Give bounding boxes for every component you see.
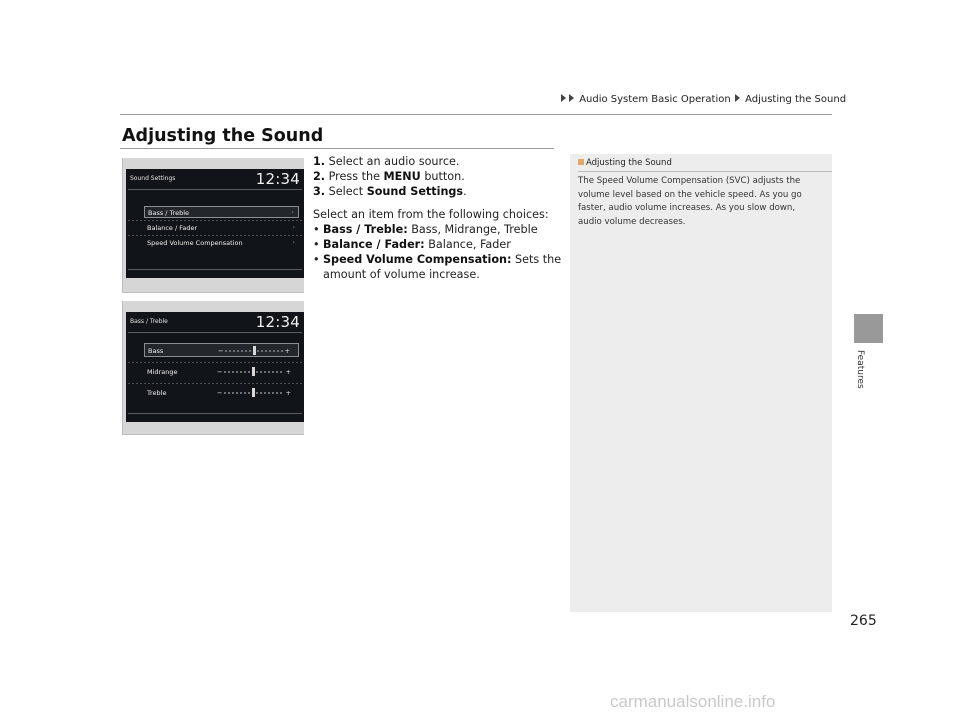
note-title (578, 158, 672, 168)
screen-divider (128, 362, 302, 363)
sound-settings-screenshot (122, 158, 304, 293)
note-title-text: Adjusting the Sound (586, 158, 672, 168)
choice-label: Balance / Fader: (323, 238, 425, 251)
note-body (578, 175, 826, 229)
eq-label: Treble (147, 389, 167, 397)
menu-item-label: Speed Volume Compensation (147, 239, 243, 247)
screen-divider (128, 235, 302, 236)
screen-title: Sound Settings (130, 175, 176, 182)
chevron-right-icon: › (292, 224, 295, 231)
note-line: audio volume decreases. (578, 216, 686, 227)
note-line: volume level based on the vehicle speed. As you go (578, 189, 802, 200)
triangle-icon (735, 94, 740, 102)
step-item (313, 169, 553, 184)
choice-label: Bass / Treble: (323, 223, 408, 236)
title-divider (120, 148, 554, 149)
menu-item-bass-treble (144, 206, 299, 218)
section-label-text: Features (855, 350, 865, 389)
note-line: faster, audio volume increases. As you slow down, (578, 203, 796, 214)
choice-desc: Bass, Midrange, Treble (411, 223, 538, 236)
step-text: Select an audio source. (328, 155, 460, 168)
eq-label: Bass (148, 347, 164, 355)
step-item (313, 154, 553, 169)
menu-item-label: Balance / Fader (147, 224, 198, 232)
menu-item-svc (144, 237, 299, 249)
breadcrumb-current: Adjusting the Sound (745, 94, 847, 105)
sound-settings-label: Sound Settings (366, 185, 464, 198)
minus-icon: − (218, 347, 224, 355)
step-text: . (463, 185, 467, 198)
plus-icon: + (285, 389, 291, 397)
eq-label: Midrange (147, 368, 178, 376)
bass-treble-screenshot (122, 301, 304, 435)
screen-clock: 12:34 (255, 313, 300, 331)
step-item (313, 184, 553, 199)
note-panel (570, 154, 832, 612)
display-screen (126, 312, 304, 422)
choice-desc: Sets the (515, 253, 562, 266)
step-number: 2. (313, 170, 326, 183)
screen-divider (128, 189, 302, 190)
minus-icon: − (217, 389, 223, 397)
screen-clock: 12:34 (255, 170, 300, 188)
menu-item-balance-fader (144, 222, 299, 234)
minus-icon: − (217, 368, 223, 376)
choice-item (313, 252, 562, 282)
menu-item-label: Bass / Treble (148, 209, 190, 217)
choice-label: Speed Volume Compensation: (323, 253, 512, 266)
triangle-icon (569, 94, 574, 102)
page-title: Adjusting the Sound (122, 126, 324, 146)
header-divider (120, 114, 832, 115)
note-divider (578, 171, 832, 172)
note-icon (578, 159, 584, 165)
level-knob (252, 367, 255, 376)
step-number: 3. (313, 185, 326, 198)
screen-divider (128, 383, 302, 384)
plus-icon: + (284, 347, 290, 355)
step-text: button. (420, 170, 465, 183)
eq-row-bass (144, 343, 299, 357)
page-number: 265 (850, 613, 877, 629)
watermark: carmanualsonline.info (610, 692, 776, 711)
chevron-right-icon: › (292, 239, 295, 246)
choices-intro: Select an item from the following choices: (313, 208, 549, 221)
choice-desc: amount of volume increase. (323, 268, 480, 281)
breadcrumb (560, 94, 846, 105)
choice-item (313, 237, 553, 252)
menu-button-label: MENU (383, 170, 421, 183)
display-screen (126, 169, 304, 278)
breadcrumb-parent: Audio System Basic Operation (579, 94, 731, 105)
screen-divider (128, 413, 302, 414)
instructions (313, 154, 562, 282)
screen-divider (128, 220, 302, 221)
section-tab (854, 314, 883, 343)
section-label (853, 350, 867, 390)
triangle-icon (561, 94, 566, 102)
eq-row-midrange (144, 365, 299, 379)
choice-desc: Balance, Fader (428, 238, 511, 251)
note-line: The Speed Volume Compensation (SVC) adjusts the (578, 176, 801, 186)
screen-title: Bass / Treble (130, 318, 168, 325)
plus-icon: + (285, 368, 291, 376)
level-knob (252, 388, 255, 397)
step-text: Select (328, 185, 367, 198)
eq-row-treble (144, 386, 299, 400)
screen-divider (128, 332, 302, 333)
step-number: 1. (313, 155, 326, 168)
screen-divider (128, 269, 302, 270)
chevron-right-icon: › (291, 209, 294, 216)
choice-item (313, 222, 553, 237)
level-knob (253, 346, 256, 355)
step-text: Press the (328, 170, 384, 183)
